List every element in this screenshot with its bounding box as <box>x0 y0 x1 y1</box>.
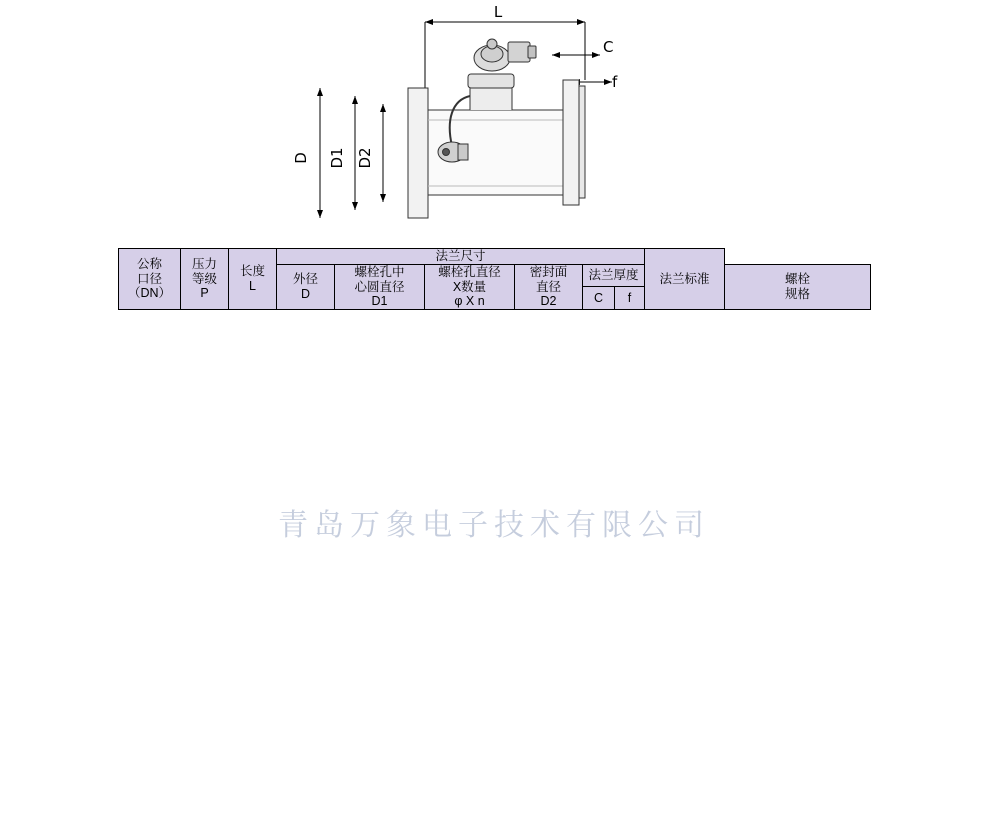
right-flange-face <box>579 86 585 198</box>
watermark-text: 青岛万象电子技术有限公司 <box>278 508 710 543</box>
th-bolt-circle: 螺栓孔中 心圆直径 D1 <box>335 264 425 309</box>
converter-base <box>468 74 514 88</box>
terminal-box <box>508 42 530 62</box>
converter-neck <box>470 86 512 110</box>
header-row-group <box>119 249 871 265</box>
label-C: C <box>603 38 614 56</box>
th-flange-size-group: 法兰尺寸 <box>277 249 645 265</box>
label-D: D <box>292 152 310 164</box>
flange-spec-table-container <box>118 248 870 310</box>
th-dn: 公称 口径 （DN） <box>119 249 181 310</box>
th-c: C <box>583 287 615 310</box>
dim-arrow-left <box>425 19 433 25</box>
label-D1: D1 <box>328 147 346 169</box>
th-flange-thickness: 法兰厚度 <box>583 264 645 287</box>
label-f: f <box>612 73 618 91</box>
th-pressure: 压力 等级 P <box>181 249 229 310</box>
th-f: f <box>615 287 645 310</box>
label-D2: D2 <box>356 147 374 169</box>
flowmeter-diagram <box>0 0 987 240</box>
right-flange <box>563 80 579 205</box>
left-flange <box>408 88 428 218</box>
flange-spec-table <box>118 248 871 310</box>
dim-arrow-right <box>577 19 585 25</box>
th-outer-diameter: 外径 D <box>277 264 335 309</box>
th-seal-face: 密封面 直径 D2 <box>515 264 583 309</box>
label-L: L <box>493 3 503 21</box>
flowmeter-svg <box>0 0 987 240</box>
table-head <box>119 249 871 310</box>
th-standard: 法兰标准 <box>645 249 725 310</box>
th-bolt-hole: 螺栓孔直径 X数量 φ X n <box>425 264 515 309</box>
th-bolt-spec: 螺栓 规格 <box>725 264 871 309</box>
th-length: 长度 L <box>229 249 277 310</box>
